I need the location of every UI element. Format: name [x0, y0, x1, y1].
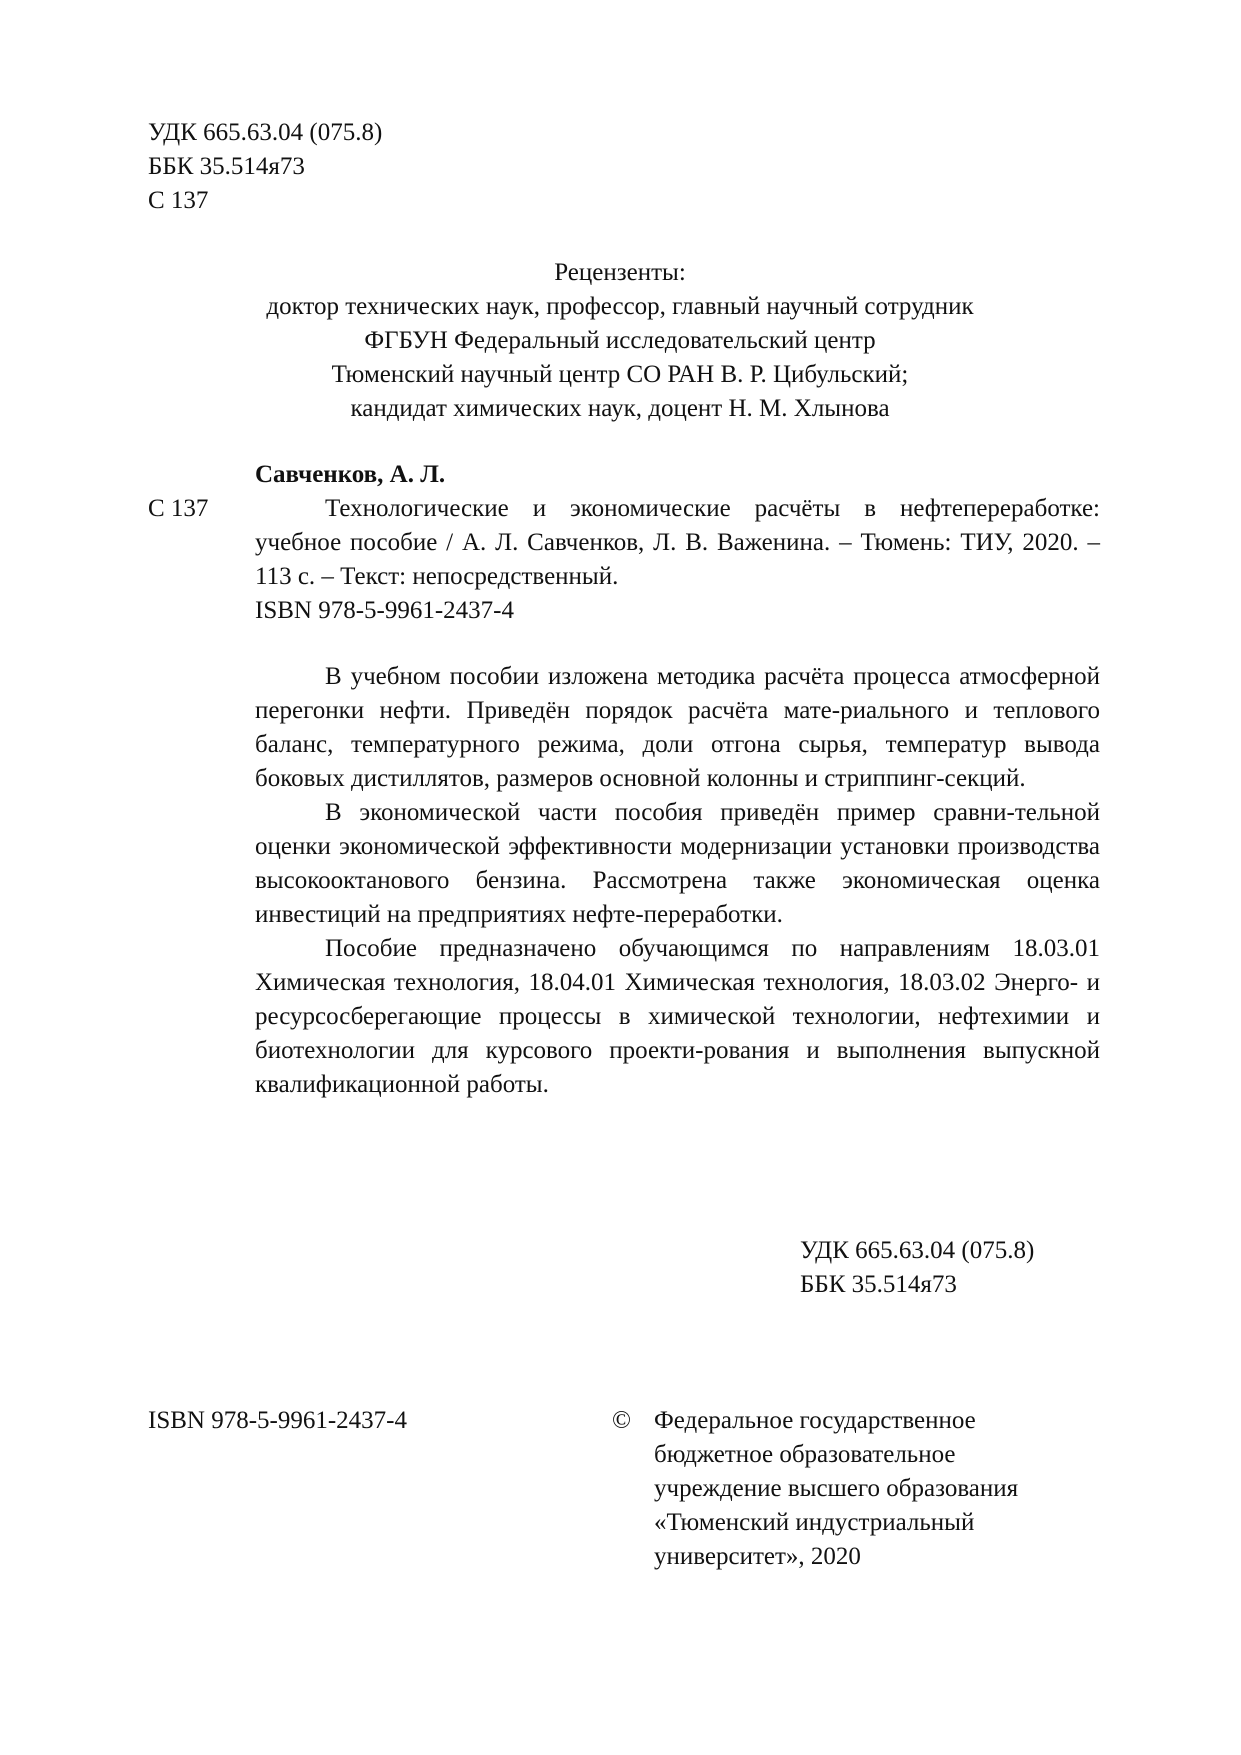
catalog-isbn: ISBN 978-5-9961-2437-4	[255, 597, 515, 624]
udk-code: УДК 665.63.04 (075.8)	[148, 119, 383, 146]
footer-isbn: ISBN 978-5-9961-2437-4	[148, 1407, 408, 1434]
abstract-paragraph: В экономической части пособия приведён пример сравни-тельной оценки экономической эффективности модернизации установки производства высокооктанового бензина. Рассмотрена также экономическая оценка инвестиций на предприятиях нефте-переработки.	[255, 799, 1100, 928]
reviewer-line: доктор технических наук, профессор, главный научный сотрудник	[266, 293, 974, 320]
abstract-paragraph: Пособие предназначено обучающимся по направлениям 18.03.01 Химическая технология, 18.04.01 Химическая технология, 18.03.02 Энерго- и ресурсосберегающие процессы в химической технологии, нефтехимии и биотехнологии для курсового проекти-рования и выполнения выпускной квалификационной работы.	[255, 935, 1100, 1098]
reviewer-line: кандидат химических наук, доцент Н. М. Хлынова	[350, 395, 890, 422]
copyright-icon: ©	[612, 1407, 631, 1434]
bottom-classification	[800, 1234, 1034, 1302]
reviewer-line: ФГБУН Федеральный исследовательский центр	[364, 327, 876, 354]
abstract-paragraph: В учебном пособии изложена методика расчёта процесса атмосферной перегонки нефти. Приведён порядок расчёта мате-риального и теплового баланс, температурного режима, доли отгона сырья, температур вывода боковых дистиллятов, размеров основной колонны и стриппинг-секций.	[255, 663, 1100, 792]
bbk-code: ББК 35.514я73	[148, 153, 305, 180]
catalog-entry	[255, 492, 1100, 628]
top-classification	[148, 116, 382, 218]
copyright-line: бюджетное образовательное	[654, 1441, 956, 1468]
catalog-description: Технологические и экономические расчёты в нефтепереработке: учебное пособие / А. Л. Савченков, Л. В. Важенина. – Тюмень: ТИУ, 2020. – 113 с. – Текст: непосредственный.	[255, 495, 1100, 590]
copyright-line: «Тюменский индустриальный	[654, 1509, 975, 1536]
abstract-block	[255, 660, 1100, 1102]
reviewers-title: Рецензенты:	[554, 259, 686, 286]
copyright-holder	[654, 1404, 1018, 1574]
reviewers-block	[140, 256, 1100, 426]
copyright-line: Федеральное государственное	[654, 1407, 976, 1434]
copyright-line: учреждение высшего образования	[654, 1475, 1019, 1502]
udk-code: УДК 665.63.04 (075.8)	[800, 1237, 1035, 1264]
reviewer-line: Тюменский научный центр СО РАН В. Р. Цибульский;	[331, 361, 909, 388]
author-mark-code: С 137	[148, 187, 209, 214]
bbk-code: ББК 35.514я73	[800, 1271, 957, 1298]
catalog-code: С 137	[148, 495, 209, 522]
copyright-line: университет», 2020	[654, 1543, 861, 1570]
catalog-author: Савченков, А. Л.	[255, 461, 446, 488]
